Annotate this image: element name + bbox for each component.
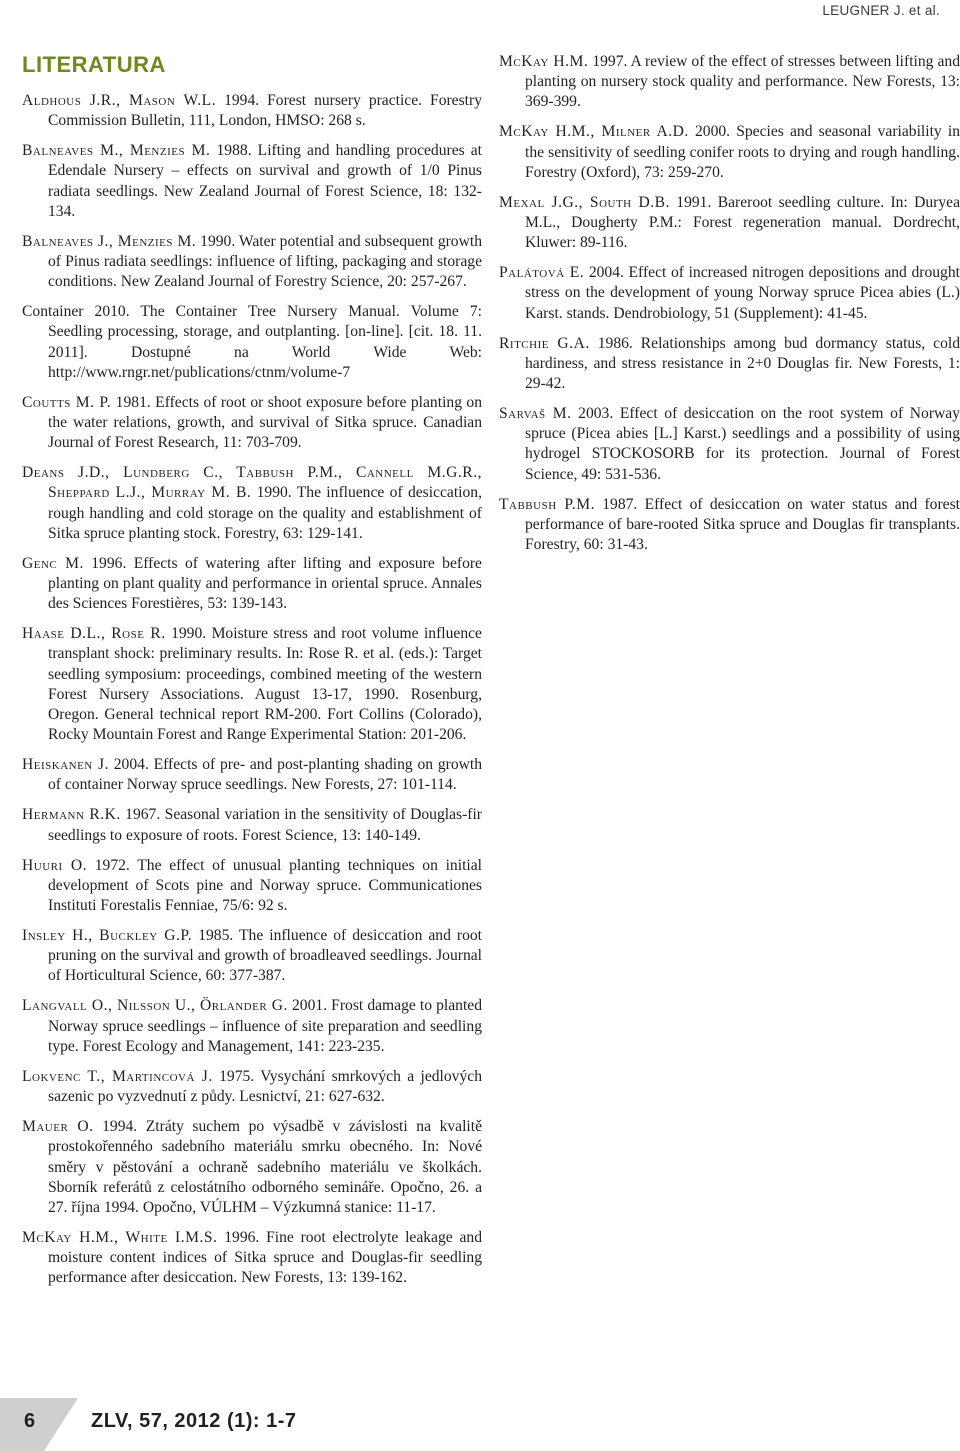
reference-entry	[22, 926, 482, 987]
references-right-column	[499, 52, 960, 565]
reference-entry	[499, 404, 960, 485]
reference-authors: McKay H.M.	[499, 53, 589, 70]
reference-text: 1990. The influence of desiccation, rough handling and cold storage on the quality and establishment of Sitka spruce planting stock. Forestry, 63: 129-141.	[48, 484, 482, 542]
reference-authors: Langvall O., Nilsson U., Örlander G.	[22, 997, 288, 1015]
reference-entry	[22, 996, 482, 1057]
journal-citation: ZLV, 57, 2012 (1): 1-7	[91, 1410, 297, 1432]
reference-entry	[22, 302, 482, 383]
reference-authors: McKay H.M., Milner A.D.	[499, 123, 689, 141]
reference-text: 1997. A review of the effect of stresses between lifting and planting on nursery stock quality and performance. New Forests, 13: 369-399.	[525, 53, 960, 111]
reference-entry	[499, 122, 960, 183]
reference-entry	[22, 554, 482, 615]
reference-entry	[499, 495, 960, 556]
reference-text: 2000. Species and seasonal variability in the sensitivity of seedling conifer roots to drying and rough handling. Forestry (Oxford), 73: 259-270.	[525, 123, 960, 181]
reference-entry	[22, 805, 482, 845]
reference-text: 2003. Effect of desiccation on the root system of Norway spruce (Picea abies [L.] Karst.) seedlings and a possibility of using hydrogel STOCKOSORB for its protection. Journal of Forest Science, 49: 531-536.	[525, 405, 960, 483]
reference-text: 1967. Seasonal variation in the sensitivity of Douglas-fir seedlings to exposure of roots. Forest Science, 13: 140-149.	[48, 806, 482, 844]
reference-text: 1990. Water potential and subsequent growth of Pinus radiata seedlings: influence of lifting, packaging and storage conditions. New Zealand Journal of Forestry Science, 20: 257-267.	[48, 232, 482, 291]
reference-entry	[499, 52, 960, 113]
reference-authors: Huuri O.	[22, 856, 88, 874]
reference-text: 1996. Fine root electrolyte leakage and moisture content indices of Sitka spruce and Douglas-fir seedling performance after desiccation. New Forests, 13: 139-162.	[48, 1228, 482, 1287]
reference-entry	[499, 193, 960, 254]
reference-text: 1994. Forest nursery practice. Forestry Commission Bulletin, 111, London, HMSO: 268 s.	[48, 92, 482, 130]
reference-authors: Heiskanen J.	[22, 756, 109, 774]
reference-text: 1990. Moisture stress and root volume influence transplant shock: preliminary results. In: Rose R. et al. (eds.): Target seedling symposium: proceedings, combined meeting of the western Forest Nursery Associations. August 13-17, 1990. Rosenburg, Oregon. General technical report RM-200. Fort Collins (Colorado), Rocky Mountain Forest and Range Experimental Station: 201-206.	[48, 625, 482, 744]
reference-entry	[22, 755, 482, 795]
running-head: LEUGNER J. et al.	[822, 3, 940, 18]
page-number: 6	[24, 1410, 36, 1432]
reference-authors: Coutts M. P.	[22, 393, 112, 411]
reference-authors: Tabbush P.M.	[499, 495, 595, 513]
reference-authors: Lokvenc T., Martincová J.	[22, 1067, 213, 1085]
reference-authors: Deans J.D., Lundberg C., Tabbush P.M., Cannell M.G.R., Sheppard L.J., Murray M. B.	[22, 464, 482, 502]
reference-text: 1985. The influence of desiccation and root pruning on the survival and growth of broadleaved seedlings. Journal of Horticultural Science, 60: 377-387.	[48, 927, 482, 985]
reference-entry	[22, 232, 482, 293]
reference-authors: Mauer O.	[22, 1118, 94, 1136]
reference-entry	[22, 1117, 482, 1218]
reference-entry	[22, 856, 482, 917]
reference-authors: Ritchie G.A.	[499, 334, 590, 352]
reference-authors: McKay H.M., White I.M.S.	[22, 1228, 218, 1246]
reference-text: 1975. Vysychání smrkových a jedlových sazenic po vyzvednutí z půdy. Lesnictví, 21: 627-632.	[48, 1067, 482, 1106]
reference-entry	[22, 141, 482, 222]
reference-text: 1987. Effect of desiccation on water status and forest performance of bare-rooted Sitka spruce and Douglas fir transplants. Forestry, 60: 31-43.	[525, 495, 960, 554]
reference-text: 2004. Effects of pre- and post-planting shading on growth of container Norway spruce seedlings. New Forests, 27: 101-114.	[48, 756, 483, 794]
reference-authors: Aldhous J.R., Mason W.L.	[22, 92, 217, 109]
reference-authors: Sarvaš M.	[499, 405, 572, 423]
reference-text: 1994. Ztráty suchem po výsadbě v závislosti na kvalitě prostokořenného sadebního materiálu smrku obecného. In: Nové směry v pěstování a ochraně sadebního materiálu ve školkách. Sborník referátů z celostátního odborného semináře. Opočno, 26. a 27. října 1994. Opočno, VÚLHM – Výzkumná stanice: 11-17.	[48, 1118, 483, 1216]
reference-authors: Palátová E.	[499, 264, 585, 282]
reference-authors: Haase D.L., Rose R.	[22, 625, 166, 643]
reference-entry	[22, 463, 482, 544]
reference-text: 1972. The effect of unusual planting techniques on initial development of Scots pine and Norway spruce. Communicationes Instituti Forestalis Fenniae, 75/6: 92 s.	[48, 856, 482, 915]
references-left-column	[22, 91, 482, 1298]
reference-authors: Balneaves J., Menzies M.	[22, 232, 197, 250]
reference-text: 2004. Effect of increased nitrogen depositions and drought stress on the development of young Norway spruce Picea abies (L.) Karst. stands. Dendrobiology, 51 (Supplement): 41-45.	[525, 264, 960, 322]
reference-authors: Hermann R.K.	[22, 806, 121, 824]
reference-text: 2001. Frost damage to planted Norway spruce seedlings – influence of site preparation and seedling type. Forest Ecology and Management, 141: 223-235.	[48, 997, 482, 1055]
section-title: LITERATURA	[22, 52, 166, 77]
reference-text: 1981. Effects of root or shoot exposure before planting on the water relations, growth, and survival of Sitka spruce. Canadian Journal of Forest Research, 11: 703-709.	[48, 393, 482, 452]
reference-entry	[499, 263, 960, 324]
reference-authors: Mexal J.G., South D.B.	[499, 193, 670, 211]
reference-authors: Insley H., Buckley G.P.	[22, 927, 193, 945]
page-number-tab	[0, 1398, 78, 1451]
reference-authors: Balneaves M., Menzies M.	[22, 142, 211, 160]
reference-text: Container 2010. The Container Tree Nursery Manual. Volume 7: Seedling processing, storage, and outplanting. [on-line]. [cit. 18. 11. 2011]. Dostupné na World Wide Web: http://www.rngr.net/publications/ctnm/volume-7	[22, 303, 482, 381]
reference-entry	[22, 91, 482, 131]
reference-entry	[22, 1228, 482, 1289]
reference-text: 1991. Bareroot seedling culture. In: Duryea M.L., Dougherty P.M.: Forest regeneration manual. Dordrecht, Kluwer: 89-116.	[525, 193, 960, 252]
reference-text: 1988. Lifting and handling procedures at Edendale Nursery – effects on survival and growth of 1/0 Pinus radiata seedlings. New Zealand Journal of Forest Science, 18: 132-134.	[48, 142, 483, 220]
reference-entry	[22, 393, 482, 454]
reference-text: 1986. Relationships among bud dormancy status, cold hardiness, and stress resistance in 2+0 Douglas fir. New Forests, 1: 29-42.	[525, 334, 960, 393]
reference-authors: Genc M.	[22, 554, 84, 572]
reference-entry	[22, 624, 482, 745]
reference-entry	[499, 334, 960, 395]
reference-entry	[22, 1067, 482, 1107]
reference-text: 1996. Effects of watering after lifting and exposure before planting on plant quality and performance in oriental spruce. Annales des Sciences Forestières, 53: 139-143.	[48, 554, 482, 613]
